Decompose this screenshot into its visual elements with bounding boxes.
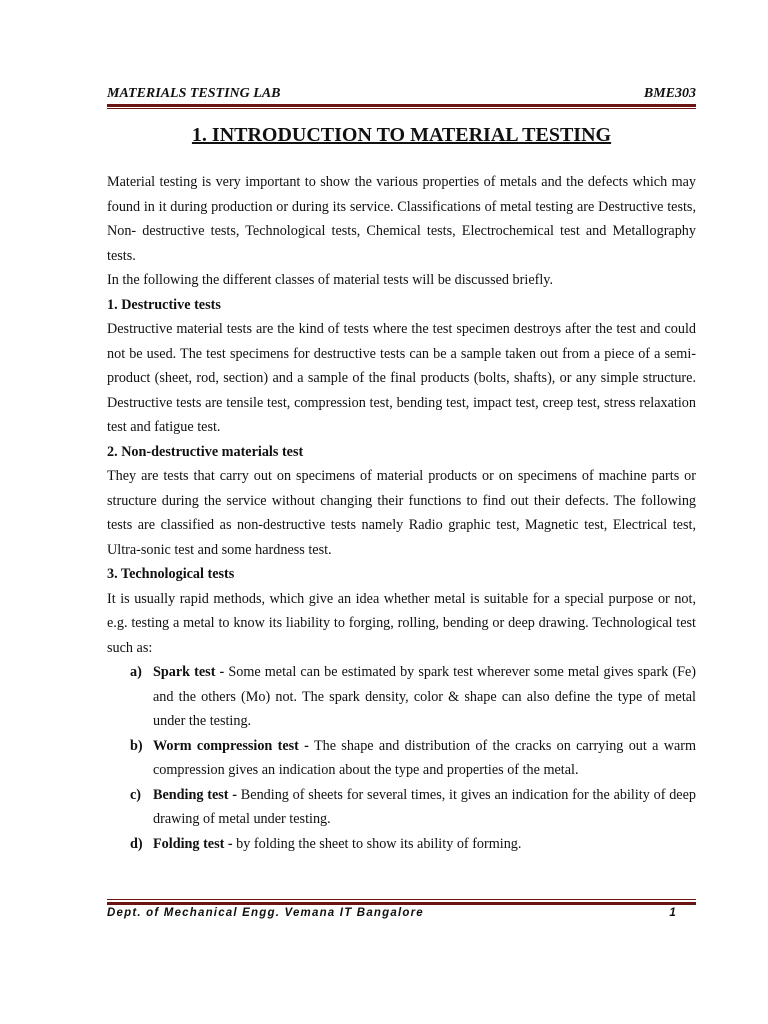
header-course-code: BME303 [643, 86, 696, 101]
list-marker: d) [130, 835, 143, 852]
footer-rule [107, 902, 696, 905]
list-term: Folding test - [153, 835, 233, 852]
list-text: Some metal can be estimated by spark test wherever some metal gives spark (Fe) and the others (Mo) not. The spark density, color & shape can also define the type of metal under the testing. [153, 664, 696, 729]
section-text-destructive: Destructive material tests are the kind of tests where the test specimen destroys after the test and could not be used. The test specimens for destructive tests can be a sample taken out from a piece of a semi-product (sheet, rod, section) and a sample of the final products (bolts, shafts), or any simple structure. Destructive tests are tensile test, compression test, bending test, impact test, creep test, stress relaxation test and fatigue test. [107, 321, 696, 435]
intro-note: In the following the different classes of material tests will be discussed briefly. [107, 272, 553, 288]
section-heading-non-destructive: 2. Non-destructive materials test [107, 443, 304, 460]
list-marker: b) [130, 737, 143, 754]
list-marker: a) [130, 664, 142, 680]
list-marker: c) [130, 786, 142, 803]
page-number: 1 [669, 907, 677, 919]
section-text-technological: It is usually rapid methods, which give an idea whether metal is suitable for a special purpose or not, e.g. testing a metal to know its liability to forging, rolling, bending or deep drawing. Technological test such as: [107, 590, 696, 656]
footer-department: Dept. of Mechanical Engg. Vemana IT Bangalore [107, 907, 424, 919]
list-item-worm-compression-test [107, 734, 696, 783]
page-title: 1. INTRODUCTION TO MATERIAL TESTING [191, 124, 612, 146]
document-body [107, 170, 696, 856]
section-text-non-destructive: They are tests that carry out on specimens of material products or on specimens of machine parts or structure during the service without changing their functions to find out their defects. The following tests are classified as non-destructive tests namely Radio graphic test, Magnetic test, Electrical test, Ultra-sonic test and some hardness test. [107, 468, 696, 558]
section-heading-technological: 3. Technological tests [107, 566, 235, 582]
list-text: Bending of sheets for several times, it gives an indication for the ability of deep drawing of metal under testing. [153, 786, 696, 827]
running-header [107, 86, 696, 106]
list-item-bending-test [107, 783, 696, 832]
intro-paragraph: Material testing is very important to show the various properties of metals and the defects which may found in it during production or during its service. Classifications of metal testing are Destructive tests, Non- destructive tests, Technological tests, Chemical tests, Electrochemical test and Metallography tests. [107, 174, 696, 264]
running-footer [107, 907, 677, 925]
header-rule [107, 104, 696, 107]
technological-test-list [107, 660, 696, 856]
header-rule-thin [107, 108, 696, 109]
header-lab-title: MATERIALS TESTING LAB [107, 86, 281, 101]
list-term: Spark test - [153, 664, 225, 680]
list-item-folding-test [107, 832, 696, 857]
list-text: The shape and distribution of the cracks on carrying out a warm compression gives an indication about the type and properties of the metal. [153, 737, 697, 778]
list-text: by folding the sheet to show its ability of forming. [232, 835, 522, 852]
section-heading-destructive: 1. Destructive tests [107, 296, 221, 313]
footer-rule-thin [107, 899, 696, 900]
list-term: Worm compression test - [153, 737, 309, 754]
list-term: Bending test - [153, 786, 238, 803]
list-item-spark-test [107, 660, 696, 734]
